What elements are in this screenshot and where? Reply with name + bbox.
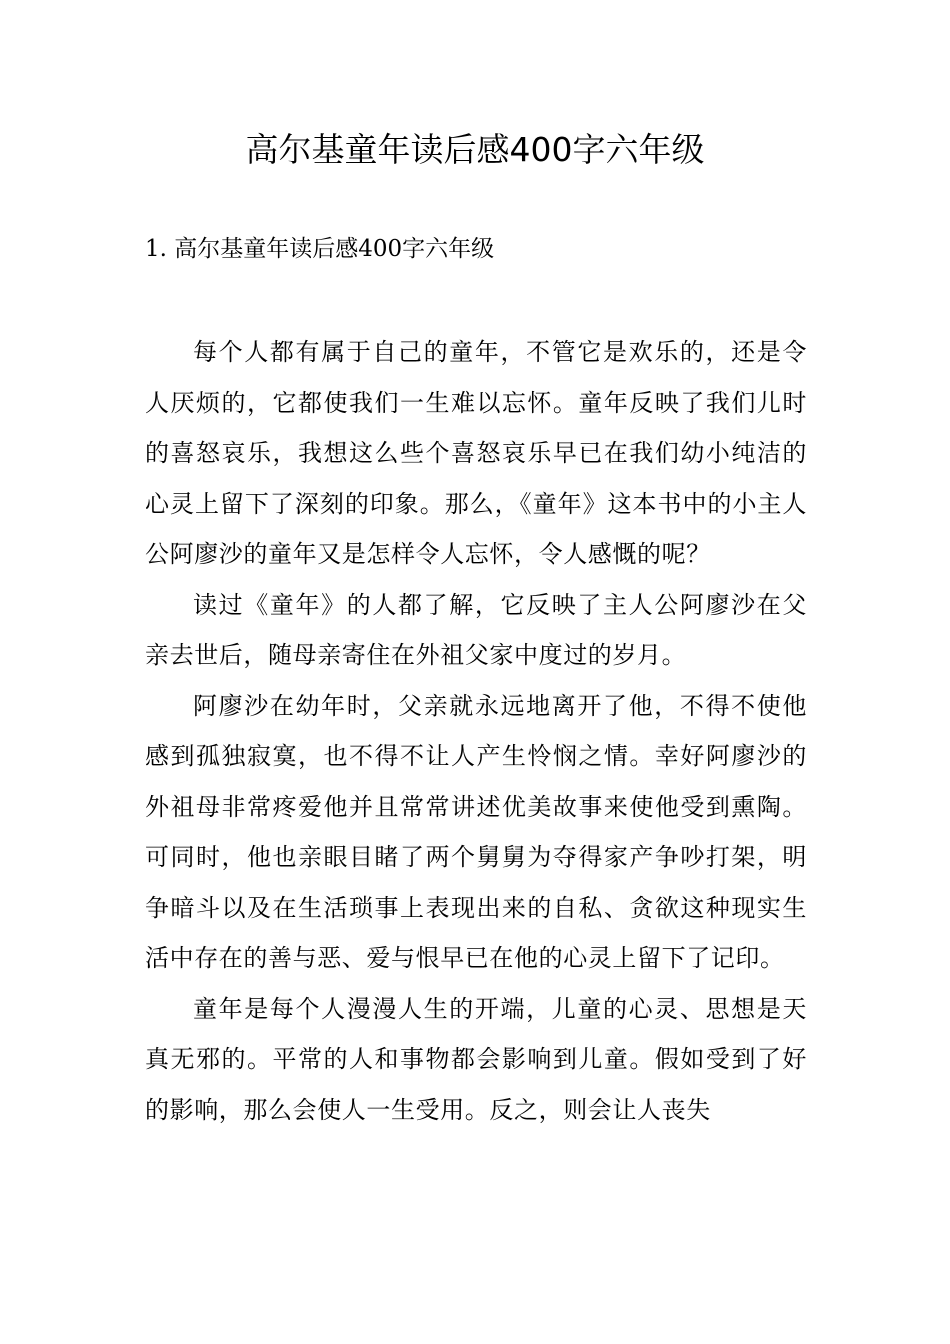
paragraph: 阿廖沙在幼年时，父亲就永远地离开了他，不得不使他感到孤独寂寞，也不得不让人产生怜悯之情。幸好阿廖沙的外祖母非常疼爱他并且常常讲述优美故事来使他受到熏陶。可同时，他也亲眼目睹了两个舅舅为夺得家产争吵打架，明争暗斗以及在生活琐事上表现出来的自私、贪欲这种现实生活中存在的善与恶、爱与恨早已在他的心灵上留下了记印。 [145,691,807,972]
paragraph: 读过《童年》的人都了解，它反映了主人公阿廖沙在父亲去世后，随母亲寄住在外祖父家中度过的岁月。 [145,590,807,669]
document-title: 高尔基童年读后感400字六年级 [245,130,705,169]
document-body [145,327,807,1135]
paragraph: 每个人都有属于自己的童年，不管它是欢乐的，还是令人厌烦的，它都使我们一生难以忘怀。童年反映了我们儿时的喜怒哀乐，我想这么些个喜怒哀乐早已在我们幼小纯洁的心灵上留下了深刻的印象。那么，《童年》这本书中的小主人公阿廖沙的童年又是怎样令人忘怀，令人感慨的呢？ [145,338,807,568]
section-heading: 1. 高尔基童年读后感400字六年级 [145,236,495,262]
paragraph: 童年是每个人漫漫人生的开端，儿童的心灵、思想是天真无邪的。平常的人和事物都会影响到儿童。假如受到了好的影响，那么会使人一生受用。反之，则会让人丧失 [145,994,807,1124]
